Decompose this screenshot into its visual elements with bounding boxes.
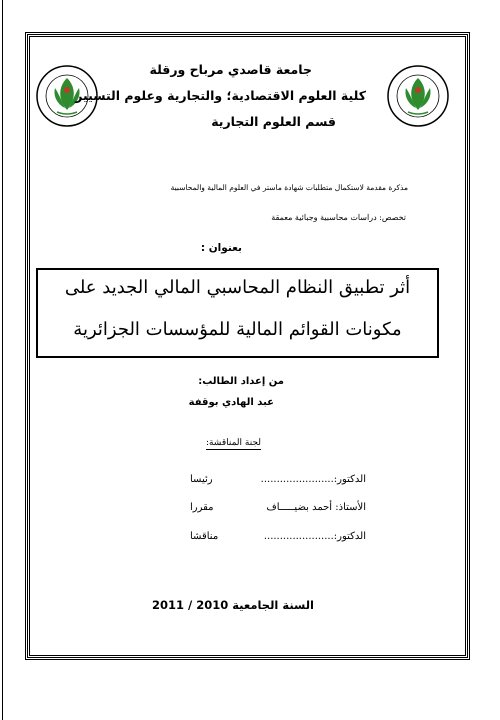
committee-member-title: الأستاذ: أحمد بضيـــــاف bbox=[266, 502, 366, 513]
committee-member-title: الدكتور:....................... bbox=[260, 474, 366, 485]
committee-member-role: مناقشا bbox=[190, 531, 219, 542]
prepared-by-label: من إعداد الطالب: bbox=[198, 376, 284, 387]
thesis-title-line-1: أثر تطبيق النظام المحاسبي المالي الجديد على bbox=[64, 277, 411, 298]
university-logo-right bbox=[386, 64, 450, 128]
department-name: قسم العلوم التجارية bbox=[211, 114, 336, 129]
academic-year: السنة الجامعية 2010 / 2011 bbox=[151, 598, 314, 612]
memo-description: مذكرة مقدمة لاستكمال متطلبات شهادة ماستر في العلوم المالية والمحاسبية bbox=[170, 183, 408, 192]
thesis-title-line-2: مكونات القوائم المالية للمؤسسات الجزائرية bbox=[73, 319, 402, 340]
committee-member-3 bbox=[190, 531, 366, 542]
committee-member-role: رئيسا bbox=[190, 474, 213, 485]
title-label: بعنوان : bbox=[200, 242, 242, 254]
committee-member-1 bbox=[190, 474, 366, 485]
committee-member-2 bbox=[190, 502, 366, 513]
committee-member-role: مقررا bbox=[190, 502, 214, 513]
left-margin-line bbox=[2, 0, 3, 720]
committee-member-title: الدكتور:...................... bbox=[263, 531, 366, 542]
specialization: تخصص: دراسات محاسبية وجبائية معمقة bbox=[271, 213, 406, 222]
committee-label: لجنة المناقشة: bbox=[205, 438, 261, 448]
faculty-name: كلية العلوم الاقتصادية؛ والتجارية وعلوم التسيير bbox=[75, 88, 366, 103]
university-name: جامعة قاصدي مرباح ورقلة bbox=[149, 62, 312, 77]
student-name: عبد الهادي بوقفة bbox=[188, 397, 274, 408]
